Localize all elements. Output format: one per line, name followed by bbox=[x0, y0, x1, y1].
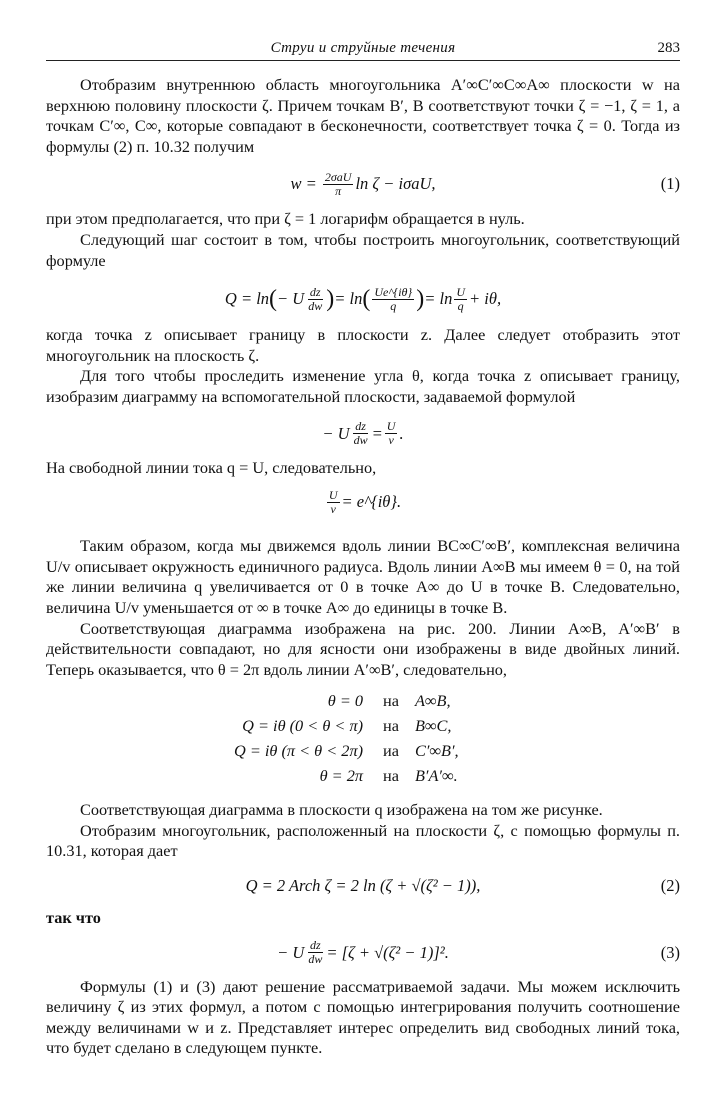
formula-2-exp-den: q bbox=[390, 298, 397, 313]
case-word: на bbox=[383, 691, 399, 711]
formula-3-eq: = bbox=[371, 423, 383, 443]
case-rhs: B∞C, bbox=[414, 716, 452, 736]
formula-1-rest: ln ζ − iσaU, bbox=[355, 174, 436, 194]
formula-1 bbox=[46, 163, 680, 205]
formula-1-numerator: 2σaU bbox=[324, 169, 352, 184]
case-lhs: θ = 0 bbox=[327, 691, 364, 711]
formula-free-streamline bbox=[46, 482, 680, 522]
case-rhs: A∞B, bbox=[414, 691, 451, 711]
paragraph-2: при этом предполагается, что при ζ = 1 логарифм обращается в нуль. bbox=[46, 209, 525, 229]
paragraph-3: Следующий шаг состоит в том, чтобы построить многоугольник, соответствующий формуле bbox=[46, 229, 680, 270]
formula-1-number: (1) bbox=[660, 174, 680, 194]
case-row bbox=[234, 763, 459, 788]
case-rhs: B′A′∞. bbox=[414, 766, 458, 786]
formula-3-tail: . bbox=[399, 423, 404, 443]
formula-2-u-q bbox=[454, 286, 467, 313]
formula-3-dz: dz bbox=[355, 419, 366, 434]
formula-1-denominator: π bbox=[335, 183, 342, 198]
paragraph-5: Для того чтобы проследить изменение угла θ, когда точка z описывает границу, изобразим диаграмму на вспомогательной плоскости, задаваемой формулой bbox=[46, 366, 680, 406]
formula-2-part-d: = ln bbox=[424, 289, 453, 309]
formula-5-text: Q = 2 Arch ζ = 2 ln (ζ + √(ζ² − 1)), bbox=[245, 876, 481, 896]
formula-2-dw: dw bbox=[308, 298, 323, 313]
formula-3-u-v bbox=[385, 420, 398, 447]
formula-2-exp-num: Ue^{iθ} bbox=[374, 284, 413, 299]
formula-1-lhs: w = bbox=[290, 174, 317, 194]
book-page bbox=[46, 38, 680, 1059]
formula-auxiliary bbox=[46, 414, 680, 454]
formula-4-u-v bbox=[327, 489, 340, 516]
running-header bbox=[46, 38, 680, 61]
formula-3-u: U bbox=[386, 419, 396, 434]
case-word: на bbox=[383, 766, 399, 786]
running-title: Струи и струйные течения bbox=[270, 40, 456, 56]
page-number: 283 bbox=[657, 40, 680, 56]
formula-4-u: U bbox=[328, 487, 338, 502]
paragraph-12: Формулы (1) и (3) дают решение рассматриваемой задачи. Мы можем исключить величину ζ из этих формул, а потом с помощью интегрирования получить соотношение между величинами w и z. Представляет интерес определить вид свободных линий тока, что будет сделано в следующем пункте. bbox=[46, 976, 680, 1058]
cases-block bbox=[46, 688, 680, 788]
case-lhs: θ = 2π bbox=[319, 766, 364, 786]
paragraph-6: На свободной линии тока q = U, следовательно, bbox=[46, 457, 377, 477]
formula-2-exp-fraction bbox=[372, 286, 414, 313]
paragraph-1: Отобразим внутреннюю область многоугольника A′∞C′∞C∞A∞ плоскости w на верхнюю половину плоскости ζ. Причем точкам B′, B соответствуют точки ζ = −1, ζ = 1, а точкам C′∞, C∞, которые совпадают в бесконечности, соответствует точка ζ = 0. Тогда из формулы (2) п. 10.32 получим bbox=[46, 75, 680, 156]
formula-3-dw: dw bbox=[353, 433, 368, 448]
formula-6-part-a: − U bbox=[277, 942, 305, 962]
case-word: иа bbox=[383, 741, 399, 761]
formula-Q-definition: Q = ln ( − U $\frac{dz}{dw}$ ) = ln ( $\frac{Ue\^{}\{i\theta\}}{q}$ ) = ln $\frac{U}{q}$ + iθ, bbox=[224, 284, 502, 313]
formula-6-dz-dw bbox=[306, 939, 324, 966]
case-row bbox=[234, 713, 459, 738]
formula-2-tail: + iθ, bbox=[469, 289, 502, 309]
case-row bbox=[234, 688, 459, 713]
formula-2-dz: dz bbox=[309, 284, 321, 299]
paragraph-7: Таким образом, когда мы движемся вдоль линии BC∞C′∞B′, комплексная величина U/v описывает окружность единичного радиуса. Вдоль линии A∞B мы имеем θ = 0, на той же линии величина q увеличивается от 0 в точке A∞ до U в точке B. Следовательно, величина U/v уменьшается от ∞ в точке A∞ до единицы в точке B. bbox=[46, 536, 680, 617]
formula-3-solution bbox=[46, 933, 680, 973]
paragraph-8: Соответствующая диаграмма изображена на рис. 200. Линии A∞B, A′∞B′ в действительности совпадают, но для ясности они изображены в виде двойных линий. Теперь оказывается, что θ = 2π вдоль линии A′∞B′, следовательно, bbox=[46, 618, 680, 679]
formula-2-part-b: − U bbox=[277, 289, 305, 309]
case-rhs: C′∞B′, bbox=[414, 741, 459, 761]
formula-3-dz-dw bbox=[352, 420, 370, 447]
formula-6-tail: = [ζ + √(ζ² − 1)]². bbox=[326, 942, 449, 962]
case-lhs: Q = iθ (0 < θ < π) bbox=[242, 716, 364, 736]
paragraph-11: так что bbox=[46, 908, 101, 928]
paragraph-10: Отобразим многоугольник, расположенный на плоскости ζ, с помощью формулы п. 10.31, которая дает bbox=[46, 820, 680, 861]
formula-1-fraction bbox=[323, 171, 354, 198]
case-lhs: Q = iθ (π < θ < 2π) bbox=[234, 741, 364, 761]
formula-6-dz: dz bbox=[309, 938, 321, 953]
formula-5-number: (2) bbox=[660, 876, 680, 896]
formula-6-number: (3) bbox=[660, 942, 680, 962]
formula-2-part-a: Q = ln bbox=[224, 289, 270, 309]
formula-3-v: v bbox=[388, 433, 394, 448]
formula-2-q: q bbox=[457, 298, 464, 313]
formula-3-part-a: − U bbox=[322, 423, 350, 443]
case-word: на bbox=[383, 716, 399, 736]
formula-4-tail: = e^{iθ}. bbox=[341, 492, 402, 512]
paragraph-9: Соответствующая диаграмма в плоскости q изображена на том же рисунке. bbox=[80, 800, 603, 820]
formula-2-dz-dw bbox=[306, 286, 324, 313]
formula-2-part-c: = ln bbox=[334, 289, 363, 309]
formula-2-u: U bbox=[456, 284, 465, 299]
case-row bbox=[234, 738, 459, 763]
cases-table bbox=[234, 688, 459, 788]
formula-4-v: v bbox=[330, 501, 336, 516]
formula-6-dw: dw bbox=[308, 952, 323, 967]
paragraph-4: когда точка z описывает границу в плоскости z. Далее следует отобразить этот многоугольник на плоскость ζ. bbox=[46, 325, 680, 365]
formula-2-arch bbox=[46, 868, 680, 904]
